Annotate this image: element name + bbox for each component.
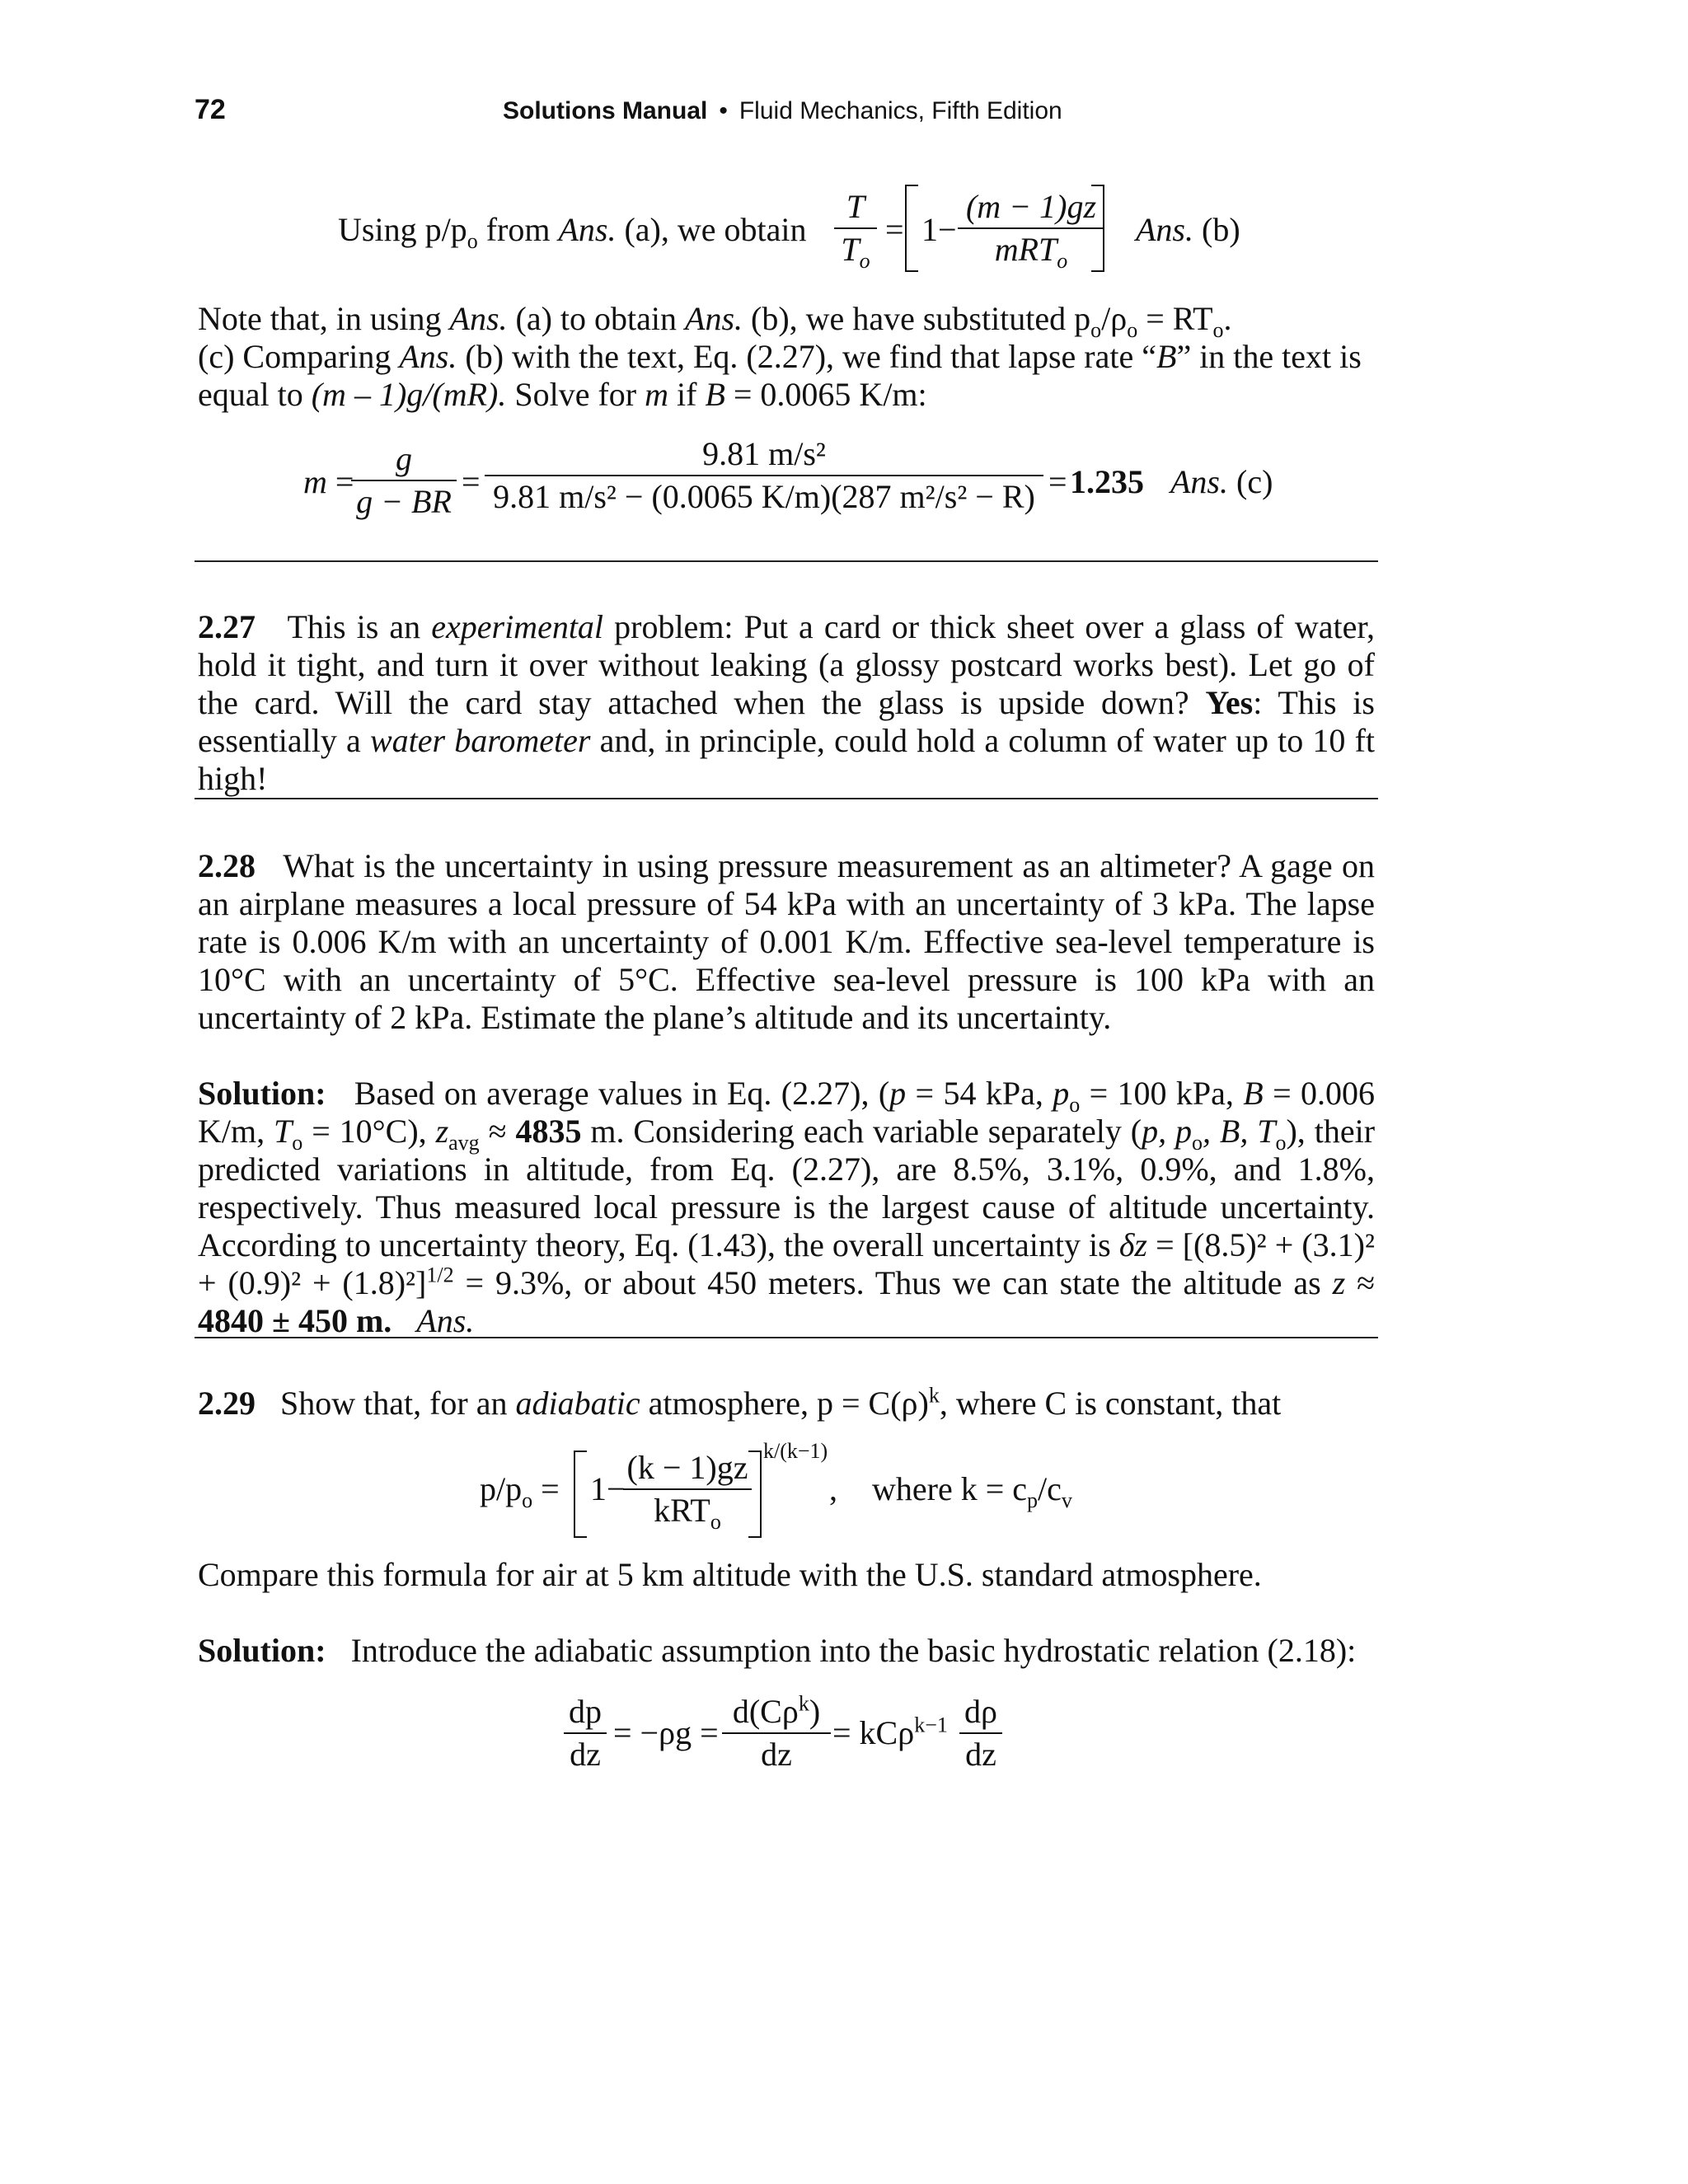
eq-c-result: 1.235 — [1070, 463, 1144, 500]
running-head-subtitle: Fluid Mechanics, Fifth Edition — [738, 97, 1062, 124]
note-line-3: equal to (m – 1)g/(mR). Solve for m if B = 0.0065 K/m: — [198, 376, 927, 413]
eq-dp-dz: $\frac{dp}{dz}$ — [564, 1693, 607, 1774]
eq-b-t-over-to: $\frac{T}{T_o}$ — [834, 188, 877, 269]
eq-b-ans: Ans. (b) — [1136, 211, 1240, 248]
eq-229-lhs: $p/p_o$ = — [480, 1470, 560, 1512]
eq-229-where: where $k = c_p/c_v$ — [872, 1470, 1072, 1512]
divider — [195, 798, 1378, 799]
eq-c-g-over-g-minus-br: $\frac{g}{g - BR}$ — [351, 440, 457, 521]
problem-number: 2.28 — [198, 847, 256, 884]
eq-c-equals-2: = — [1048, 463, 1067, 500]
eq-c-ans: Ans. (c) — [1170, 463, 1273, 500]
bullet-icon: • — [719, 97, 728, 124]
eq-c-fraction: $\frac{\text{9.81 m/s²}}{\text{9.81 m/s² − (0.0065 K/m)(287 m²/s² − R)}}$ — [485, 435, 1043, 516]
eq-c-equals-1: = — [462, 463, 481, 500]
eq-229-exponent: k/(k−1) — [763, 1439, 828, 1463]
running-head — [503, 97, 1062, 125]
problem-2-28-solution: Solution: Based on average values in Eq. (2.27), (p = 54 kPa, $p_o = 100$ kPa, B = 0.006 K/m, $T_o = 10^\circ C$), $z_{avg} \approx 4835$ m. Considering each variable separately (p, $p_o$, B, $T_o$), their predicted variations in altitude, from Eq. (2.27), are 8.5%, 3.1%, 0.9%, and 1.8%, respectively. Thus measured local pressure is the largest cause of altitude uncertainty. According to uncertainty theory, Eq. (1.43), the overall uncertainty is $\delta z = [(8.5)^2 + (3.1)^2 + (0.9)^2 + (1.8)^2]^{1/2} = 9.3\%$, or about 450 meters. Thus we can state the altitude as z ≈ 4840 ± 450 m. Ans. — [198, 1075, 1376, 1339]
solution-label: Solution: — [198, 1632, 326, 1669]
eq-229-comma: , — [829, 1470, 837, 1507]
page-number: 72 — [195, 94, 226, 125]
eq-229-fraction: (k − 1)gz kRT$_o$ — [623, 1449, 752, 1530]
problem-2-29-solution: Solution: Introduce the adiabatic assumption into the basic hydrostatic relation (2.18): — [198, 1632, 1357, 1669]
divider — [195, 1337, 1378, 1338]
problem-2-28-question: 2.28 What is the uncertainty in using pressure measurement as an altimeter? A gage on an airplane measures a local pressure of 54 kPa with an uncertainty of 3 kPa. The lapse rate is 0.006 K/m with an uncertainty of 0.001 K/m. Effective sea-level temperature is 10°C with an uncertainty of 5°C. Effective sea-level pressure is 100 kPa with an uncertainty of 2 kPa. Estimate the plane’s altitude and its uncertainty. — [198, 847, 1375, 1036]
problem-2-29-statement: 2.29 Show that, for an adiabatic atmosphere, $p = C(\rho)^k$, where C is constant, that — [198, 1383, 1282, 1422]
left-bracket-icon — [905, 185, 918, 272]
eq-b-fraction: (m − 1)gz mRT$_o$ — [958, 188, 1104, 269]
right-bracket-icon — [1091, 185, 1104, 272]
problem-2-29-compare: Compare this formula for air at 5 km altitude with the U.S. standard atmosphere. — [198, 1556, 1262, 1593]
running-head-title: Solutions Manual — [503, 97, 708, 124]
solution-label: Solution: — [198, 1075, 326, 1112]
eq-drho-dz: $\frac{d\rho}{dz}$ — [959, 1693, 1002, 1774]
eq-c-m: m = — [303, 463, 354, 500]
eq-b-one-minus: 1− — [921, 211, 957, 248]
eq-b-equals: = — [885, 211, 904, 248]
problem-2-27: 2.27 This is an experimental problem: Put a card or thick sheet over a glass of water, hold it tight, and turn it over without leaking (a glossy postcard works best). Let go of the card. Will the card stay attached when the glass is upside down? Yes: This is essentially a water barometer and, in principle, could hold a column of water up to 10 ft high! — [198, 608, 1376, 797]
divider — [195, 560, 1378, 562]
right-bracket-icon — [748, 1451, 762, 1538]
eq-k-c-rho: = kCρ$^{k-1}$ — [832, 1713, 948, 1751]
note-line-2: (c) Comparing Ans. (b) with the text, Eq. (2.27), we find that lapse rate “B” in the text is — [198, 338, 1362, 375]
eq-d-c-rho-k-dz: $d(C\rho^k)$ dz — [722, 1693, 831, 1774]
eq-229-one-minus: 1− — [590, 1470, 626, 1507]
note-line-1: Note that, in using Ans. (a) to obtain Ans. (b), we have substituted $p_o/\rho_o = RT_o$. — [198, 300, 1232, 342]
left-bracket-icon — [574, 1451, 587, 1538]
problem-number: 2.27 — [198, 608, 256, 645]
eq-minus-rho-g: = −ρg = — [613, 1714, 719, 1751]
problem-number: 2.29 — [198, 1385, 256, 1422]
eq-b-lead: Using $p/p_o$ from Ans. (a), we obtain — [338, 211, 807, 253]
